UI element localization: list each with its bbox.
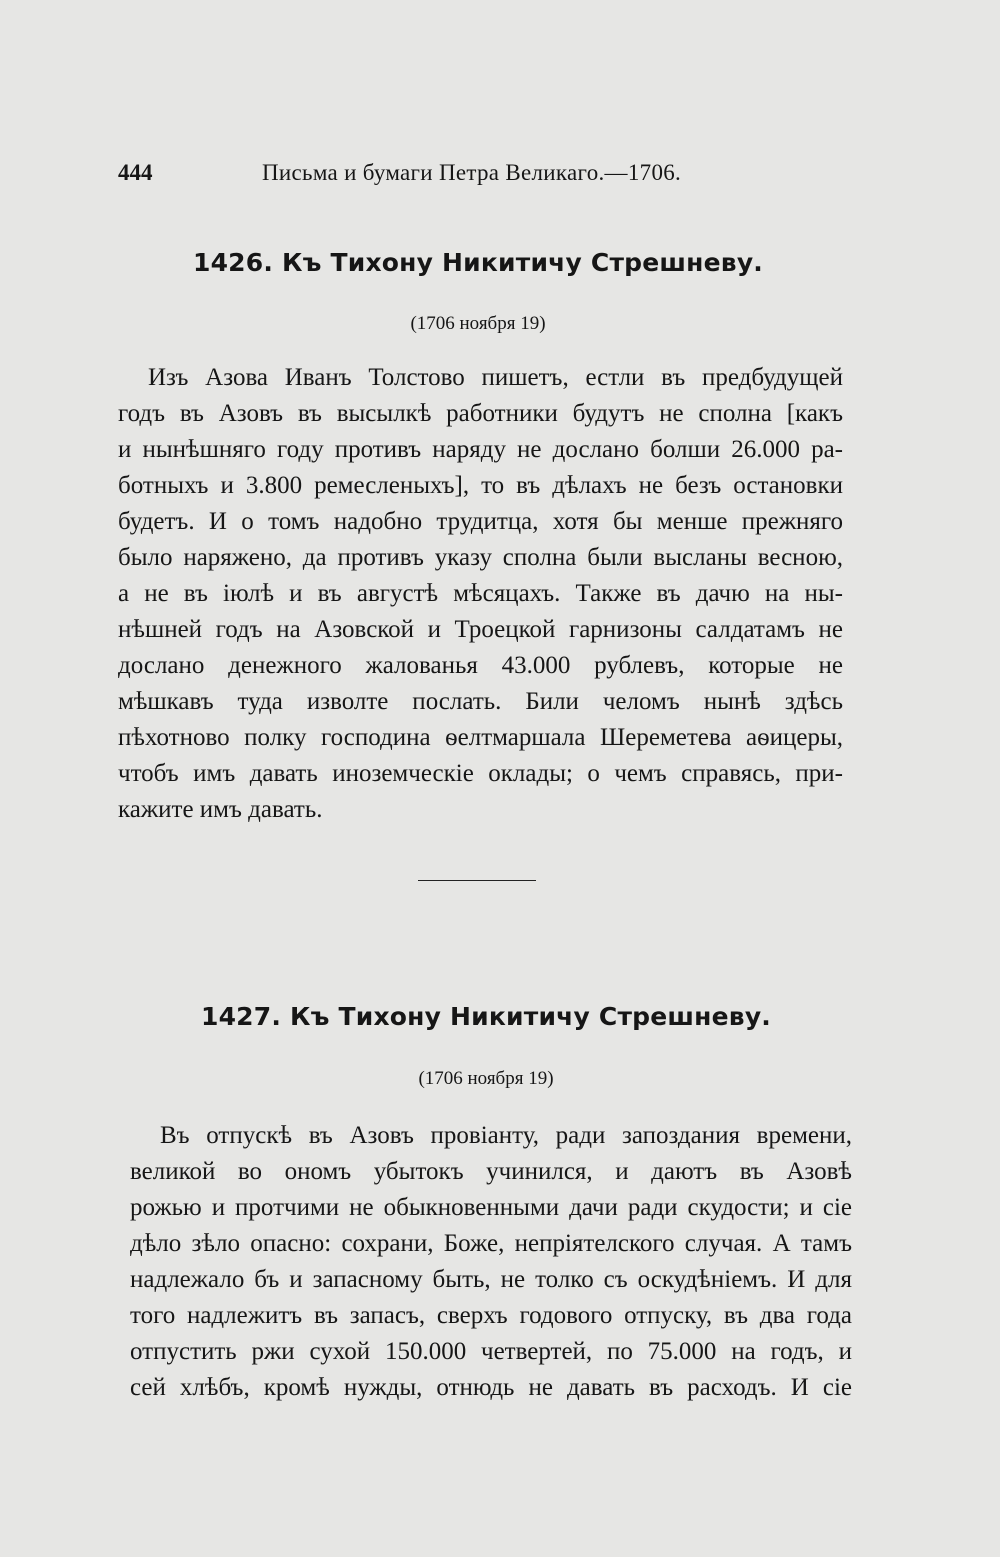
- text-line: годъ въ Азовъ въ высылкѣ работники будутъ не сполна [какъ: [118, 400, 843, 427]
- text-line: того надлежитъ въ запасъ, сверхъ годового отпуску, въ два года: [130, 1302, 852, 1329]
- text-line: Въ отпускѣ въ Азовъ провiанту, ради запоздания времени,: [160, 1122, 852, 1149]
- text-line: отпустить ржи сухой 150.000 четвертей, по 75.000 на годъ, и: [130, 1338, 852, 1365]
- letter-body: [130, 1118, 852, 1406]
- letter-title: 1427. Къ Тихону Никитичу Стрешневу.: [200, 1002, 772, 1031]
- text-line: а не въ iюлѣ и въ августѣ мѣсяцахъ. Также въ дачю на ны-: [118, 580, 843, 607]
- letter-title: 1426. Къ Тихону Никитичу Стрешневу.: [192, 248, 764, 277]
- text-line: сей хлѣбъ, кромѣ нужды, отнюдь не давать въ расходъ. И сiе: [130, 1374, 852, 1401]
- text-line: мѣшкавъ туда изволте послать. Били челомъ нынѣ здѣсь: [118, 688, 843, 715]
- text-line: будетъ. И о томъ надобно трудитца, хотя бы менше прежняго: [118, 508, 843, 535]
- text-line: надлежало бъ и запасному быть, не толко съ оскудѣнiемъ. И для: [130, 1266, 852, 1293]
- text-line: рожью и протчими не обыкновенными дачи ради скудости; и сiе: [130, 1194, 852, 1221]
- text-line: великой во ономъ убытокъ учинился, и даютъ въ Азовѣ: [130, 1158, 852, 1185]
- text-line: кажите имъ давать.: [118, 796, 323, 823]
- text-line: дѣло зѣло опасно: сохрани, Боже, непрiятелского случая. А тамъ: [130, 1230, 852, 1257]
- letter-body: [118, 360, 843, 828]
- text-line: Изъ Азова Иванъ Толстово пишетъ, естли въ предбудущей: [148, 364, 843, 391]
- running-title: Письма и бумаги Петра Великаго.—1706.: [262, 160, 682, 185]
- text-line: нѣшней годъ на Азовской и Троецкой гарнизоны салдатамъ не: [118, 616, 843, 643]
- text-line: пѣхотново полку господина ѳелтмаршала Шереметева аѳицеры,: [118, 724, 843, 751]
- running-head: [118, 160, 718, 190]
- text-line: было наряжено, да противъ указу сполна были высланы весною,: [118, 544, 843, 571]
- letter-date: (1706 ноября 19): [418, 1068, 554, 1089]
- text-line: ботныхъ и 3.800 ремесленыхъ], то въ дѣлахъ не безъ остановки: [118, 472, 843, 499]
- text-line: и нынѣшняго году противъ наряду не дослано болши 26.000 ра-: [118, 436, 843, 463]
- section-separator: [418, 880, 536, 881]
- letter-date: (1706 ноября 19): [410, 313, 546, 334]
- page-number: 444: [118, 160, 153, 185]
- text-line: дослано денежного жалованья 43.000 рублевъ, которые не: [118, 652, 843, 679]
- text-line: чтобъ имъ давать иноземческiе оклады; о чемъ справясь, при-: [118, 760, 843, 787]
